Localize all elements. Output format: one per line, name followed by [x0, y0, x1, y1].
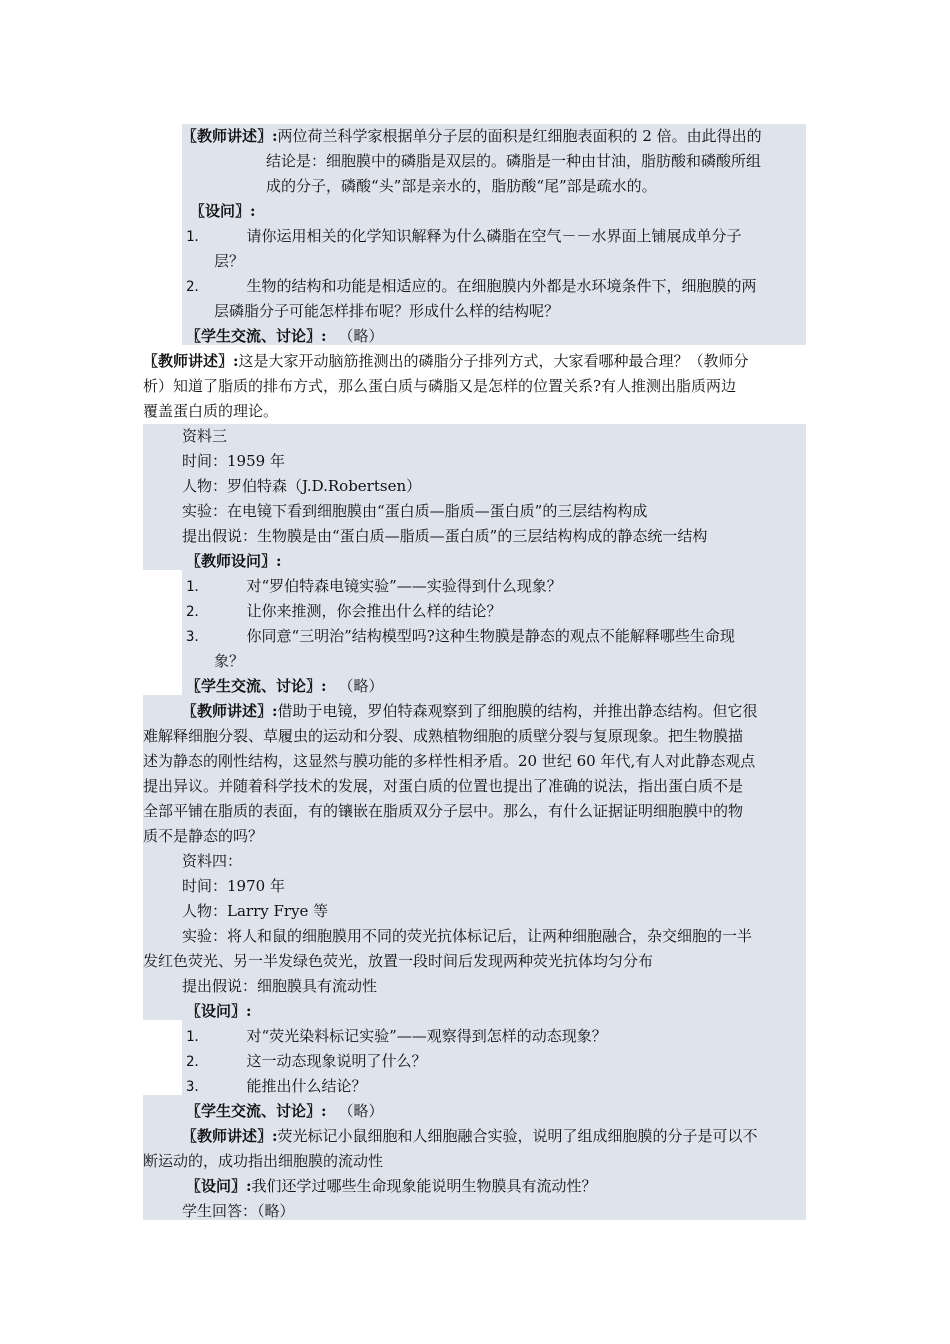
- line-28: [143, 799, 743, 823]
- line-text: 全部平铺在脂质的表面，有的镶嵌在脂质双分子层中。那么，有什么证据证明细胞膜中的物: [143, 802, 744, 820]
- line-text: 请你运用相关的化学知识解释为什么磷脂在空气－－水界面上铺展成单分子: [246, 227, 742, 245]
- line-32: [182, 899, 328, 923]
- line-23: [186, 674, 384, 698]
- line-text: （略）: [338, 677, 384, 695]
- list-number: 1．: [186, 579, 209, 595]
- line-17: [182, 524, 707, 548]
- section-label: 〖设问〗:: [186, 1177, 252, 1195]
- line-24: [182, 699, 758, 723]
- line-text: 难解释细胞分裂、草履虫的运动和分裂、成熟植物细胞的质壁分裂与复原现象。把生物膜描: [143, 727, 744, 745]
- line-22: [214, 649, 244, 673]
- line-37: [186, 1024, 607, 1048]
- line-text: 让你来推测，你会推出什么样的结论？: [246, 602, 502, 620]
- line-14: [182, 449, 285, 473]
- line-20: [186, 599, 501, 623]
- section-label: 〖教师讲述〗:: [182, 1127, 278, 1145]
- line-text: （略）: [338, 327, 384, 345]
- line-text: 两位荷兰科学家根据单分子层的面积是红细胞表面积的 2 倍。由此得出的: [277, 127, 762, 145]
- line-35: [182, 974, 377, 998]
- list-number: 1．: [186, 229, 209, 245]
- line-38: [186, 1049, 426, 1073]
- section-label: 〖教师讲述〗:: [182, 702, 278, 720]
- line-text: 断运动的，成功指出细胞膜的流动性: [143, 1152, 384, 1170]
- section-label: 〖教师讲述〗:: [143, 352, 239, 370]
- line-text: 析）知道了脂质的排布方式，那么蛋白质与磷脂又是怎样的位置关系?有人推测出脂质两边: [143, 377, 737, 395]
- line-text: 对“荧光染料标记实验”——观察得到怎样的动态现象？: [246, 1027, 607, 1045]
- line-text: 生物的结构和功能是相适应的。在细胞膜内外都是水环境条件下，细胞膜的两: [246, 277, 757, 295]
- line-text: 层磷脂分子可能怎样排布呢？形成什么样的结构呢？: [214, 302, 560, 320]
- line-text: 实验：在电镜下看到细胞膜由“蛋白质—脂质—蛋白质”的三层结构构成: [182, 502, 648, 520]
- list-number: 3．: [186, 629, 209, 645]
- line-text: 结论是：细胞膜中的磷脂是双层的。磷脂是一种由甘油，脂肪酸和磷酸所组: [266, 152, 762, 170]
- line-text: 这一动态现象说明了什么？: [246, 1052, 427, 1070]
- line-13: [182, 424, 227, 448]
- line-34: [143, 949, 653, 973]
- line-19: [186, 574, 562, 598]
- line-7: [186, 274, 756, 298]
- line-text: 发红色荧光、另一半发绿色荧光，放置一段时间后发现两种荧光抗体均匀分布: [143, 952, 654, 970]
- line-text: 学生回答：（略）: [182, 1202, 295, 1220]
- list-number: 3．: [186, 1079, 209, 1095]
- line-text: 提出假说：细胞膜具有流动性: [182, 977, 378, 995]
- line-36: [186, 999, 252, 1023]
- line-33: [182, 924, 752, 948]
- line-text: 荧光标记小鼠细胞和人细胞融合实验，说明了组成细胞膜的分子是可以不: [277, 1127, 758, 1145]
- section-label: 〖设问〗:: [186, 1002, 252, 1020]
- line-11: [143, 374, 736, 398]
- list-number: 2．: [186, 279, 209, 295]
- line-text: （略）: [338, 1102, 384, 1120]
- line-12: [143, 399, 278, 423]
- line-2: [266, 149, 761, 173]
- line-18: [186, 549, 282, 573]
- line-42: [143, 1149, 383, 1173]
- line-26: [143, 749, 755, 773]
- list-number: 2．: [186, 1054, 209, 1070]
- line-text: 提出假说：生物膜是由“蛋白质—脂质—蛋白质”的三层结构构成的静态统一结构: [182, 527, 708, 545]
- line-5: [186, 224, 741, 248]
- line-16: [182, 499, 647, 523]
- line-43: [186, 1174, 597, 1198]
- line-text: 借助于电镜，罗伯特森观察到了细胞膜的结构，并推出静态结构。但它很: [277, 702, 758, 720]
- line-1: [182, 124, 762, 148]
- section-label: 〖学生交流、讨论〗:: [186, 677, 327, 695]
- line-40: [186, 1099, 384, 1123]
- line-text: 时间：1970 年: [182, 877, 285, 895]
- line-25: [143, 724, 743, 748]
- section-label: 〖学生交流、讨论〗:: [186, 327, 327, 345]
- section-label: 〖教师设问〗:: [186, 552, 282, 570]
- line-41: [182, 1124, 758, 1148]
- line-text: 资料四：: [182, 852, 243, 870]
- list-number: 2．: [186, 604, 209, 620]
- line-text: 实验：将人和鼠的细胞膜用不同的荧光抗体标记后，让两种细胞融合，杂交细胞的一半: [182, 927, 753, 945]
- line-9: [186, 324, 384, 348]
- line-29: [143, 824, 263, 848]
- line-27: [143, 774, 743, 798]
- line-4: [190, 199, 256, 223]
- line-text: 这是大家开动脑筋推测出的磷脂分子排列方式，大家看哪种最合理？（教师分: [238, 352, 749, 370]
- section-label: 〖学生交流、讨论〗:: [186, 1102, 327, 1120]
- line-44: [182, 1199, 295, 1223]
- line-text: 能推出什么结论？: [246, 1077, 367, 1095]
- line-text: 时间：1959 年: [182, 452, 285, 470]
- line-text: 提出异议。并随着科学技术的发展，对蛋白质的位置也提出了准确的说法，指出蛋白质不是: [143, 777, 744, 795]
- line-text: 你同意“三明治”结构模型吗?这种生物膜是静态的观点不能解释哪些生命现: [246, 627, 735, 645]
- line-text: 对“罗伯特森电镜实验”——实验得到什么现象？: [246, 577, 562, 595]
- line-31: [182, 874, 285, 898]
- line-text: 述为静态的刚性结构，这显然与膜功能的多样性相矛盾。20 世纪 60 年代,有人对此静态观点: [143, 752, 756, 770]
- section-label: 〖教师讲述〗:: [182, 127, 278, 145]
- line-21: [186, 624, 735, 648]
- line-15: [182, 474, 421, 498]
- line-30: [182, 849, 242, 873]
- line-8: [214, 299, 559, 323]
- section-label: 〖设问〗:: [190, 202, 256, 220]
- line-text: 我们还学过哪些生命现象能说明生物膜具有流动性？: [251, 1177, 597, 1195]
- line-text: 象？: [214, 652, 245, 670]
- line-text: 人物：罗伯特森（J.D.Robertsen）: [182, 477, 422, 495]
- line-39: [186, 1074, 366, 1098]
- line-3: [266, 174, 657, 198]
- line-text: 覆盖蛋白质的理论。: [143, 402, 279, 420]
- line-text: 成的分子，磷酸“头”部是亲水的，脂肪酸“尾”部是疏水的。: [266, 177, 657, 195]
- list-number: 1．: [186, 1029, 209, 1045]
- line-text: 资料三: [182, 427, 228, 445]
- line-6: [214, 249, 244, 273]
- line-10: [143, 349, 749, 373]
- line-text: 质不是静态的吗？: [143, 827, 264, 845]
- line-text: 人物：Larry Frye 等: [182, 902, 329, 920]
- line-text: 层？: [214, 252, 245, 270]
